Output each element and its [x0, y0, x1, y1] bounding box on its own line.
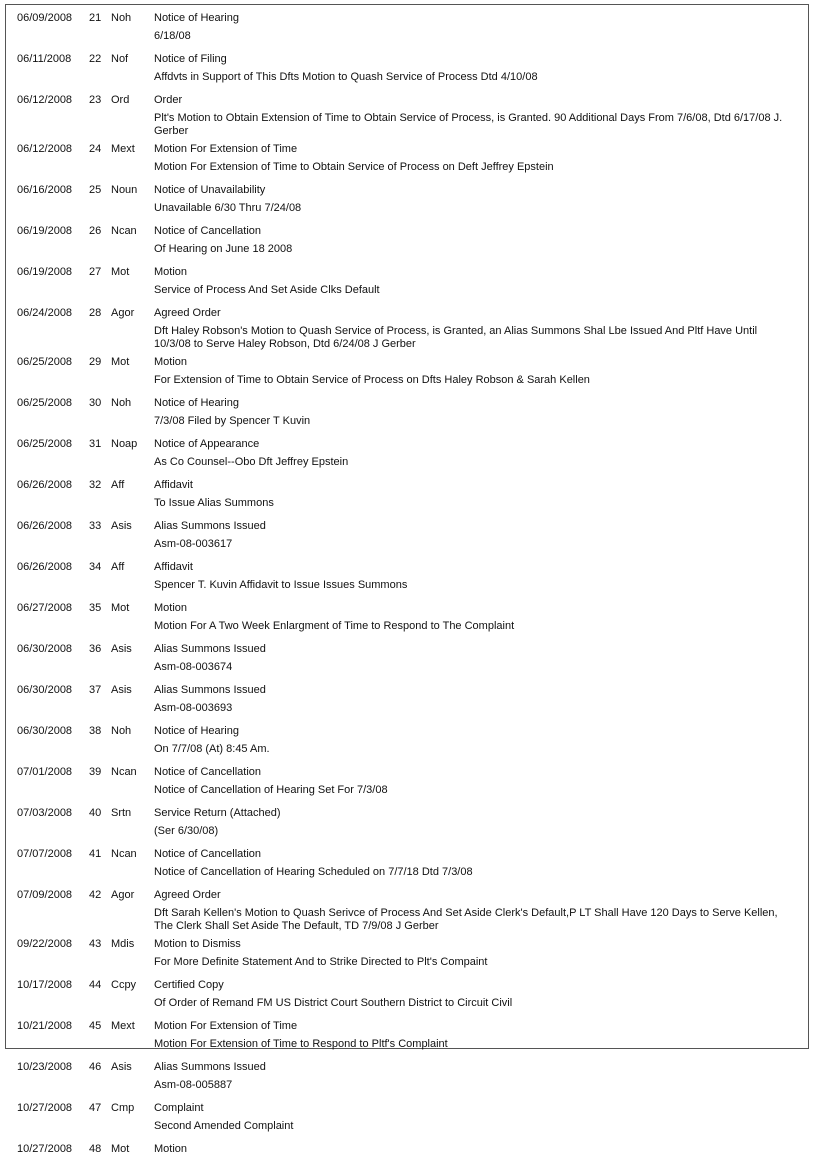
- entry-title: Notice of Hearing: [154, 725, 239, 737]
- entry-description: Motion For Extension of Time to Obtain Service of Process on Deft Jeffrey Epstein: [154, 161, 554, 173]
- entry-number: 47: [89, 1102, 102, 1114]
- entry-title: Notice of Appearance: [154, 438, 260, 450]
- docket-entry-detail: [6, 109, 808, 140]
- docket-entry: [6, 722, 808, 763]
- entry-title: Agreed Order: [154, 307, 221, 319]
- entry-description: 6/18/08: [154, 30, 191, 42]
- entry-code: Noh: [111, 725, 132, 737]
- docket-frame: [5, 4, 809, 1155]
- entry-date: 10/27/2008: [17, 1143, 73, 1155]
- entry-title: Notice of Unavailability: [154, 184, 266, 196]
- entry-description: Affdvts in Support of This Dfts Motion to Quash Service of Process Dtd 4/10/08: [154, 71, 538, 83]
- docket-entry: [6, 435, 808, 476]
- docket-entry: [6, 1099, 808, 1140]
- entry-number: 23: [89, 94, 102, 106]
- entry-code: Agor: [111, 889, 135, 901]
- entry-code: Ccpy: [111, 979, 137, 991]
- entry-description: Second Amended Complaint: [154, 1120, 294, 1132]
- docket-entry: [6, 517, 808, 558]
- entry-date: 07/09/2008: [17, 889, 73, 901]
- entry-code: Mext: [111, 143, 135, 155]
- docket-entry-header: [6, 435, 808, 453]
- entry-number: 28: [89, 307, 102, 319]
- entry-title: Motion: [154, 356, 188, 368]
- entry-date: 07/01/2008: [17, 766, 73, 778]
- entry-date: 10/21/2008: [17, 1020, 73, 1032]
- docket-entry: [6, 681, 808, 722]
- entry-date: 06/12/2008: [17, 94, 73, 106]
- docket-entry: [6, 976, 808, 1017]
- entry-title: Motion: [154, 1143, 188, 1155]
- entry-code: Ncan: [111, 848, 137, 860]
- entry-title: Motion: [154, 602, 188, 614]
- docket-entry: [6, 140, 808, 181]
- docket-entry-header: [6, 1058, 808, 1076]
- docket-entry-header: [6, 845, 808, 863]
- docket-entry-detail: [6, 699, 808, 722]
- docket-entry-header: [6, 222, 808, 240]
- entry-number: 26: [89, 225, 102, 237]
- entry-description: Motion For A Two Week Enlargment of Time to Respond to The Complaint: [154, 620, 515, 632]
- docket-entry-detail: [6, 494, 808, 517]
- docket-entry: [6, 222, 808, 263]
- entry-description: As Co Counsel--Obo Dft Jeffrey Epstein: [154, 456, 349, 468]
- entry-code: Nof: [111, 53, 129, 65]
- entry-description: To Issue Alias Summons: [154, 497, 274, 509]
- entry-number: 27: [89, 266, 102, 278]
- entry-description: On 7/7/08 (At) 8:45 Am.: [154, 743, 270, 755]
- entry-code: Mdis: [111, 938, 135, 950]
- entry-description: 7/3/08 Filed by Spencer T Kuvin: [154, 415, 311, 427]
- docket-entry-detail: [6, 281, 808, 304]
- entry-date: 07/07/2008: [17, 848, 73, 860]
- entry-code: Asis: [111, 643, 132, 655]
- docket-entry: [6, 1017, 808, 1058]
- docket-entry: [6, 886, 808, 935]
- entry-number: 24: [89, 143, 102, 155]
- docket-entry-detail: [6, 576, 808, 599]
- docket-entry-header: [6, 394, 808, 412]
- entry-number: 21: [89, 12, 102, 24]
- entry-code: Mot: [111, 266, 130, 278]
- entry-description: Dft Sarah Kellen's Motion to Quash Serivce of Process And Set Aside Clerk's Default,P LT Shall Have 120 Days to Serve Kellen, The Clerk Shall Set Aside The Default, TD 7/9/08 J Gerber: [154, 907, 778, 932]
- docket-entry-detail: [6, 617, 808, 640]
- docket-list: [6, 5, 808, 1176]
- docket-entry-detail: [6, 453, 808, 476]
- docket-entry-detail: [6, 994, 808, 1017]
- docket-entry: [6, 91, 808, 140]
- docket-entry-header: [6, 181, 808, 199]
- docket-entry-detail: [6, 953, 808, 976]
- docket-entry: [6, 599, 808, 640]
- entry-description: For More Definite Statement And to Strike Directed to Plt's Compaint: [154, 956, 488, 968]
- entry-number: 41: [89, 848, 102, 860]
- docket-entry: [6, 9, 808, 50]
- entry-title: Affidavit: [154, 479, 193, 491]
- entry-code: Mot: [111, 1143, 130, 1155]
- entry-date: 06/26/2008: [17, 561, 73, 573]
- entry-title: Order: [154, 94, 183, 106]
- docket-entry-header: [6, 722, 808, 740]
- docket-entry-detail: [6, 904, 808, 935]
- entry-code: Ord: [111, 94, 130, 106]
- entry-description: Asm-08-003693: [154, 702, 233, 714]
- entry-description: Asm-08-003617: [154, 538, 233, 550]
- entry-title: Notice of Cancellation: [154, 766, 262, 778]
- entry-code: Ncan: [111, 225, 137, 237]
- docket-entry-header: [6, 1099, 808, 1117]
- docket-entry-header: [6, 599, 808, 617]
- entry-number: 37: [89, 684, 102, 696]
- entry-title: Alias Summons Issued: [154, 1061, 266, 1073]
- entry-date: 06/19/2008: [17, 225, 73, 237]
- entry-description: Of Hearing on June 18 2008: [154, 243, 293, 255]
- docket-entry-header: [6, 263, 808, 281]
- docket-entry-header: [6, 804, 808, 822]
- entry-title: Notice of Filing: [154, 53, 227, 65]
- docket-entry-detail: [6, 740, 808, 763]
- entry-title: Alias Summons Issued: [154, 684, 266, 696]
- entry-title: Agreed Order: [154, 889, 221, 901]
- entry-description: Asm-08-005887: [154, 1079, 233, 1091]
- entry-code: Cmp: [111, 1102, 135, 1114]
- entry-title: Service Return (Attached): [154, 807, 281, 819]
- docket-entry-header: [6, 681, 808, 699]
- entry-date: 06/25/2008: [17, 356, 73, 368]
- entry-number: 33: [89, 520, 102, 532]
- entry-description: Asm-08-003674: [154, 661, 233, 673]
- docket-entry: [6, 1140, 808, 1176]
- entry-description: Of Order of Remand FM US District Court Southern District to Circuit Civil: [154, 997, 513, 1009]
- docket-entry: [6, 845, 808, 886]
- docket-entry: [6, 804, 808, 845]
- entry-date: 06/16/2008: [17, 184, 73, 196]
- entry-title: Alias Summons Issued: [154, 520, 266, 532]
- entry-number: 31: [89, 438, 102, 450]
- docket-entry-detail: [6, 863, 808, 886]
- docket-entry-header: [6, 140, 808, 158]
- docket-entry-header: [6, 353, 808, 371]
- docket-entry-detail: [6, 658, 808, 681]
- docket-entry-header: [6, 1140, 808, 1158]
- entry-date: 06/27/2008: [17, 602, 73, 614]
- entry-code: Asis: [111, 684, 132, 696]
- docket-entry-detail: [6, 199, 808, 222]
- docket-entry-header: [6, 50, 808, 68]
- entry-title: Alias Summons Issued: [154, 643, 266, 655]
- docket-entry-header: [6, 1017, 808, 1035]
- docket-entry: [6, 50, 808, 91]
- docket-entry-header: [6, 517, 808, 535]
- docket-entry: [6, 476, 808, 517]
- entry-code: Noh: [111, 397, 132, 409]
- docket-entry-detail: [6, 412, 808, 435]
- docket-entry-detail: [6, 822, 808, 845]
- entry-description: Notice of Cancellation of Hearing Scheduled on 7/7/18 Dtd 7/3/08: [154, 866, 473, 878]
- entry-description: Spencer T. Kuvin Affidavit to Issue Issues Summons: [154, 579, 408, 591]
- docket-entry-detail: [6, 1076, 808, 1099]
- entry-number: 42: [89, 889, 102, 901]
- entry-number: 46: [89, 1061, 102, 1073]
- docket-entry-header: [6, 304, 808, 322]
- docket-entry-detail: [6, 27, 808, 50]
- entry-title: Motion For Extension of Time: [154, 1020, 298, 1032]
- docket-entry-detail: [6, 322, 808, 353]
- entry-title: Complaint: [154, 1102, 204, 1114]
- entry-code: Aff: [111, 479, 125, 491]
- entry-number: 34: [89, 561, 102, 573]
- entry-code: Asis: [111, 520, 132, 532]
- docket-entry-header: [6, 886, 808, 904]
- entry-date: 06/26/2008: [17, 479, 73, 491]
- docket-entry-detail: [6, 158, 808, 181]
- docket-entry-detail: [6, 781, 808, 804]
- docket-entry-header: [6, 558, 808, 576]
- entry-code: Agor: [111, 307, 135, 319]
- entry-code: Noun: [111, 184, 138, 196]
- entry-date: 06/25/2008: [17, 438, 73, 450]
- docket-entry-detail: [6, 371, 808, 394]
- entry-date: 06/25/2008: [17, 397, 73, 409]
- docket-entry-header: [6, 935, 808, 953]
- docket-entry-header: [6, 9, 808, 27]
- docket-entry: [6, 263, 808, 304]
- docket-entry: [6, 935, 808, 976]
- entry-date: 06/30/2008: [17, 725, 73, 737]
- entry-code: Asis: [111, 1061, 132, 1073]
- entry-title: Affidavit: [154, 561, 193, 573]
- entry-description: For Extension of Time to Obtain Service of Process on Dfts Haley Robson & Sarah Kellen: [154, 374, 590, 386]
- docket-entry-detail: [6, 1158, 808, 1176]
- entry-description: Notice of Cancellation of Hearing Set For 7/3/08: [154, 784, 388, 796]
- entry-number: 29: [89, 356, 102, 368]
- docket-entry: [6, 558, 808, 599]
- entry-code: Noh: [111, 12, 132, 24]
- entry-number: 35: [89, 602, 102, 614]
- docket-entry-detail: [6, 68, 808, 91]
- entry-number: 44: [89, 979, 102, 991]
- entry-code: Aff: [111, 561, 125, 573]
- entry-code: Noap: [111, 438, 138, 450]
- entry-date: 09/22/2008: [17, 938, 73, 950]
- entry-date: 06/11/2008: [17, 53, 72, 65]
- docket-entry-detail: [6, 1035, 808, 1058]
- docket-entry-header: [6, 476, 808, 494]
- entry-number: 40: [89, 807, 102, 819]
- docket-entry-detail: [6, 535, 808, 558]
- entry-date: 10/17/2008: [17, 979, 73, 991]
- docket-entry: [6, 1058, 808, 1099]
- entry-description: Dft Haley Robson's Motion to Quash Service of Process, is Granted, an Alias Summons Shal Lbe Issued And Pltf Have Until 10/3/08 to Serve Haley Robson, Dtd 6/24/08 J Gerber: [154, 325, 758, 350]
- entry-date: 07/03/2008: [17, 807, 73, 819]
- entry-date: 06/30/2008: [17, 643, 73, 655]
- docket-entry: [6, 763, 808, 804]
- entry-description: Unavailable 6/30 Thru 7/24/08: [154, 202, 302, 214]
- entry-date: 06/09/2008: [17, 12, 73, 24]
- entry-number: 39: [89, 766, 102, 778]
- entry-number: 36: [89, 643, 102, 655]
- entry-number: 43: [89, 938, 102, 950]
- entry-code: Mot: [111, 602, 130, 614]
- entry-title: Notice of Cancellation: [154, 848, 262, 860]
- entry-code: Ncan: [111, 766, 137, 778]
- docket-entry-header: [6, 976, 808, 994]
- docket-entry: [6, 640, 808, 681]
- docket-entry: [6, 181, 808, 222]
- entry-description: (Ser 6/30/08): [154, 825, 219, 837]
- entry-number: 38: [89, 725, 102, 737]
- docket-entry: [6, 304, 808, 353]
- entry-description: Service of Process And Set Aside Clks Default: [154, 284, 380, 296]
- entry-number: 25: [89, 184, 102, 196]
- entry-title: Certified Copy: [154, 979, 224, 991]
- entry-description: Motion For Extension of Time to Respond to Pltf's Complaint: [154, 1038, 448, 1050]
- entry-code: Mot: [111, 356, 130, 368]
- docket-entry: [6, 353, 808, 394]
- entry-title: Notice of Cancellation: [154, 225, 262, 237]
- entry-date: 10/27/2008: [17, 1102, 73, 1114]
- entry-number: 48: [89, 1143, 102, 1155]
- entry-date: 06/19/2008: [17, 266, 73, 278]
- entry-title: Notice of Hearing: [154, 397, 239, 409]
- entry-code: Srtn: [111, 807, 132, 819]
- entry-number: 30: [89, 397, 102, 409]
- entry-title: Notice of Hearing: [154, 12, 239, 24]
- entry-description: Plt's Motion to Obtain Extension of Time to Obtain Service of Process, is Granted. 90 Additional Days From 7/6/08, Dtd 6/17/08 J. Gerber: [154, 112, 783, 137]
- entry-date: 06/24/2008: [17, 307, 73, 319]
- entry-number: 22: [89, 53, 102, 65]
- entry-date: 06/26/2008: [17, 520, 73, 532]
- docket-entry-header: [6, 763, 808, 781]
- docket-entry: [6, 394, 808, 435]
- entry-title: Motion: [154, 266, 188, 278]
- entry-title: Motion For Extension of Time: [154, 143, 298, 155]
- entry-number: 32: [89, 479, 102, 491]
- docket-entry-header: [6, 640, 808, 658]
- entry-date: 06/12/2008: [17, 143, 73, 155]
- entry-date: 06/30/2008: [17, 684, 73, 696]
- docket-entry-detail: [6, 240, 808, 263]
- entry-code: Mext: [111, 1020, 135, 1032]
- entry-date: 10/23/2008: [17, 1061, 73, 1073]
- docket-entry-detail: [6, 1117, 808, 1140]
- docket-entry-header: [6, 91, 808, 109]
- entry-number: 45: [89, 1020, 102, 1032]
- entry-title: Motion to Dismiss: [154, 938, 241, 950]
